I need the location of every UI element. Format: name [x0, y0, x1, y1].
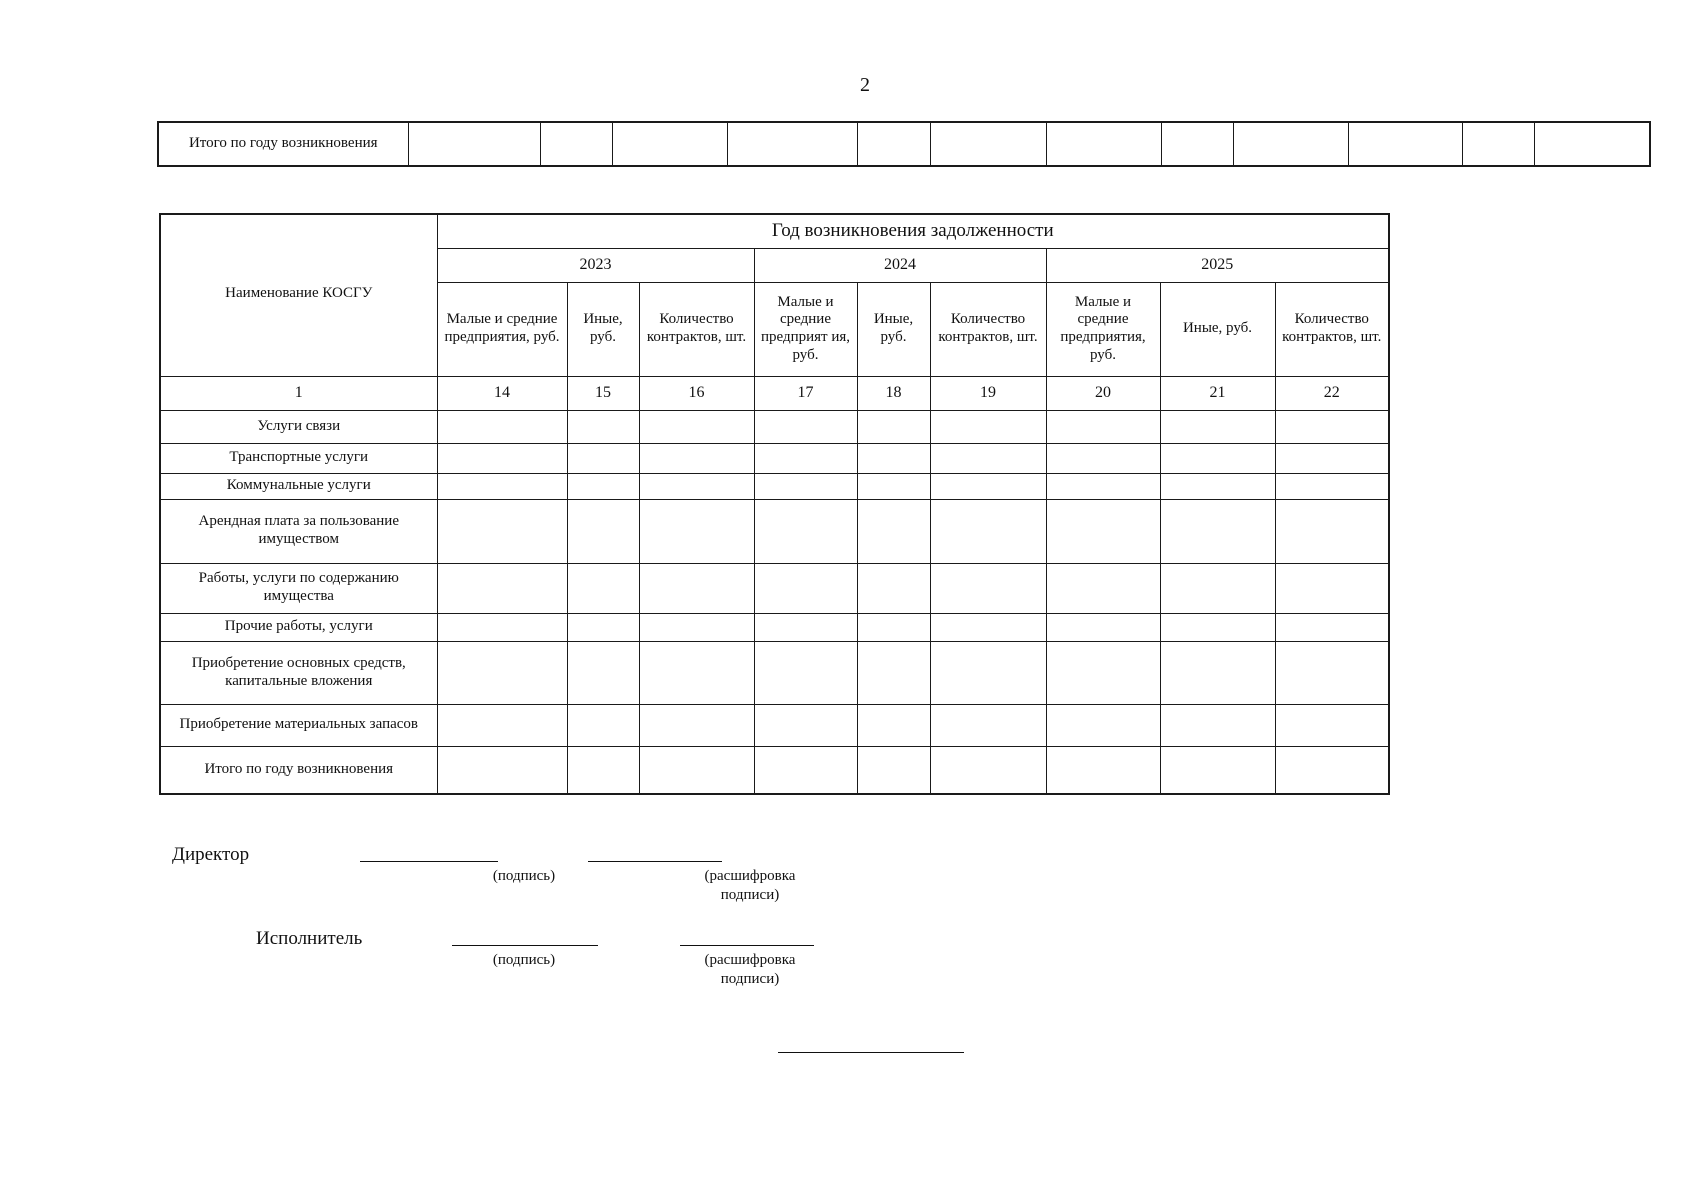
- table-cell: [567, 499, 639, 563]
- table-cell: [567, 641, 639, 704]
- table-cell: [1275, 641, 1389, 704]
- table-row: [160, 613, 1389, 641]
- decoding-caption-line2: подписи): [720, 970, 780, 987]
- table-cell: [754, 563, 857, 613]
- table-cell: [1046, 499, 1160, 563]
- table-cell: [1161, 122, 1233, 166]
- director-decoding-caption: [680, 867, 820, 905]
- table-cell: [727, 122, 857, 166]
- table-cell: [857, 704, 930, 746]
- director-signature-caption: (подпись): [492, 868, 556, 884]
- table-cell: [1160, 499, 1275, 563]
- table-cell: [437, 473, 567, 499]
- table-cell: [639, 613, 754, 641]
- table-cell: [1046, 122, 1161, 166]
- row-label: Приобретение основных средств, капитальные вложения: [160, 641, 437, 704]
- table-cell: [930, 499, 1046, 563]
- table-cell: [437, 563, 567, 613]
- table-cell: [930, 641, 1046, 704]
- row-label: Работы, услуги по содержанию имущества: [160, 563, 437, 613]
- table-cell: [1160, 563, 1275, 613]
- table-row: [160, 563, 1389, 613]
- table-row: [160, 410, 1389, 443]
- director-signature-line: [360, 861, 498, 862]
- table-cell: [1046, 473, 1160, 499]
- executor-decoding-caption: [680, 951, 820, 989]
- table-row: [160, 641, 1389, 704]
- table-cell: [1534, 122, 1650, 166]
- table-cell: [1046, 704, 1160, 746]
- table-cell: [1275, 473, 1389, 499]
- table-cell: [857, 443, 930, 473]
- table-cell: [1275, 746, 1389, 794]
- row-label: Услуги связи: [160, 410, 437, 443]
- table-cell: [754, 746, 857, 794]
- table-cell: [1160, 443, 1275, 473]
- table-cell: [857, 641, 930, 704]
- row-label: Транспортные услуги: [160, 443, 437, 473]
- column-number: 1: [160, 376, 437, 410]
- top-summary-table: [157, 121, 1651, 167]
- table-cell: [930, 613, 1046, 641]
- table-cell: [1046, 641, 1160, 704]
- table-cell: [754, 613, 857, 641]
- subheader-other: Иные, руб.: [1160, 282, 1275, 376]
- table-cell: [754, 443, 857, 473]
- table-cell: [754, 641, 857, 704]
- bottom-divider-line: [778, 1052, 964, 1053]
- year-2024-header: 2024: [754, 248, 1046, 282]
- executor-decoding-line: [680, 945, 814, 946]
- table-cell: [857, 563, 930, 613]
- subheader-contracts: Количество контрактов, шт.: [639, 282, 754, 376]
- table-cell: [567, 746, 639, 794]
- table-cell: [754, 704, 857, 746]
- table-cell: [567, 473, 639, 499]
- executor-signature-line: [452, 945, 598, 946]
- table-cell: [754, 499, 857, 563]
- table-row: [160, 473, 1389, 499]
- executor-label: Исполнитель: [256, 928, 363, 949]
- page-number: 2: [860, 74, 870, 96]
- subheader-other: Иные, руб.: [857, 282, 930, 376]
- table-cell: [857, 499, 930, 563]
- table-cell: [1160, 704, 1275, 746]
- year-2025-header: 2025: [1046, 248, 1389, 282]
- table-cell: [930, 443, 1046, 473]
- table-cell: [857, 746, 930, 794]
- table-cell: [1160, 641, 1275, 704]
- row-label: Прочие работы, услуги: [160, 613, 437, 641]
- table-cell: [1233, 122, 1348, 166]
- kosgu-name-header: Наименование КОСГУ: [160, 214, 437, 376]
- table-cell: [1046, 613, 1160, 641]
- table-cell: [1462, 122, 1534, 166]
- table-cell: [857, 122, 930, 166]
- table-cell: [1275, 613, 1389, 641]
- table-cell: [567, 613, 639, 641]
- year-2023-header: 2023: [437, 248, 754, 282]
- table-cell: [1275, 563, 1389, 613]
- debt-year-header: Год возникновения задолженности: [437, 214, 1389, 248]
- table-cell: [639, 563, 754, 613]
- table-cell: [1348, 122, 1462, 166]
- row-label: Коммунальные услуги: [160, 473, 437, 499]
- table-cell: [567, 563, 639, 613]
- table-cell: [930, 746, 1046, 794]
- top-summary-label: Итого по году возникновения: [158, 122, 408, 166]
- subheader-sme: Малые и средние предприятия, руб.: [437, 282, 567, 376]
- column-number-row: [160, 376, 1389, 410]
- table-cell: [857, 473, 930, 499]
- table-cell: [639, 443, 754, 473]
- table-cell: [857, 613, 930, 641]
- table-cell: [754, 473, 857, 499]
- table-cell: [930, 410, 1046, 443]
- table-cell: [1275, 443, 1389, 473]
- subheader-contracts: Количество контрактов, шт.: [1275, 282, 1389, 376]
- table-cell: [930, 704, 1046, 746]
- decoding-caption-line1: (расшифровка: [704, 952, 796, 968]
- column-number: 16: [639, 376, 754, 410]
- table-row: [160, 704, 1389, 746]
- table-cell: [408, 122, 540, 166]
- table-cell: [437, 613, 567, 641]
- table-cell: [639, 499, 754, 563]
- table-cell: [612, 122, 727, 166]
- table-cell: [1046, 746, 1160, 794]
- table-cell: [639, 746, 754, 794]
- decoding-caption-line2: подписи): [720, 886, 780, 903]
- top-summary-row: [158, 122, 1650, 166]
- column-number: 21: [1160, 376, 1275, 410]
- decoding-caption-line1: (расшифровка: [704, 868, 796, 884]
- table-cell: [567, 443, 639, 473]
- table-cell: [567, 704, 639, 746]
- table-row: [160, 499, 1389, 563]
- table-cell: [1275, 499, 1389, 563]
- executor-signature-caption: (подпись): [492, 952, 556, 968]
- table-row: [160, 443, 1389, 473]
- director-label: Директор: [172, 844, 250, 865]
- table-cell: [1160, 410, 1275, 443]
- table-cell: [930, 122, 1046, 166]
- row-label: Итого по году возникновения: [160, 746, 437, 794]
- subheader-other: Иные, руб.: [567, 282, 639, 376]
- subheader-contracts: Количество контрактов, шт.: [930, 282, 1046, 376]
- table-cell: [1160, 746, 1275, 794]
- table-cell: [639, 704, 754, 746]
- header-row-group: [160, 214, 1389, 248]
- table-cell: [1160, 473, 1275, 499]
- table-cell: [437, 410, 567, 443]
- table-cell: [930, 563, 1046, 613]
- table-row-total: [160, 746, 1389, 794]
- table-cell: [437, 704, 567, 746]
- table-cell: [1275, 704, 1389, 746]
- column-number: 15: [567, 376, 639, 410]
- table-cell: [754, 410, 857, 443]
- debt-by-year-table: [159, 213, 1390, 795]
- table-cell: [437, 443, 567, 473]
- table-cell: [1046, 563, 1160, 613]
- subheader-sme: Малые и средние предприятия, руб.: [1046, 282, 1160, 376]
- subheader-sme: Малые и средние предприят ия, руб.: [754, 282, 857, 376]
- table-cell: [639, 641, 754, 704]
- table-cell: [1046, 443, 1160, 473]
- column-number: 14: [437, 376, 567, 410]
- table-cell: [437, 499, 567, 563]
- row-label: Арендная плата за пользование имуществом: [160, 499, 437, 563]
- table-cell: [1160, 613, 1275, 641]
- column-number: 17: [754, 376, 857, 410]
- table-cell: [930, 473, 1046, 499]
- table-cell: [437, 746, 567, 794]
- table-cell: [1046, 410, 1160, 443]
- column-number: 20: [1046, 376, 1160, 410]
- table-cell: [437, 641, 567, 704]
- row-label: Приобретение материальных запасов: [160, 704, 437, 746]
- column-number: 22: [1275, 376, 1389, 410]
- column-number: 18: [857, 376, 930, 410]
- table-cell: [1275, 410, 1389, 443]
- director-decoding-line: [588, 861, 722, 862]
- table-cell: [639, 410, 754, 443]
- table-cell: [540, 122, 612, 166]
- table-cell: [639, 473, 754, 499]
- column-number: 19: [930, 376, 1046, 410]
- table-cell: [567, 410, 639, 443]
- table-cell: [857, 410, 930, 443]
